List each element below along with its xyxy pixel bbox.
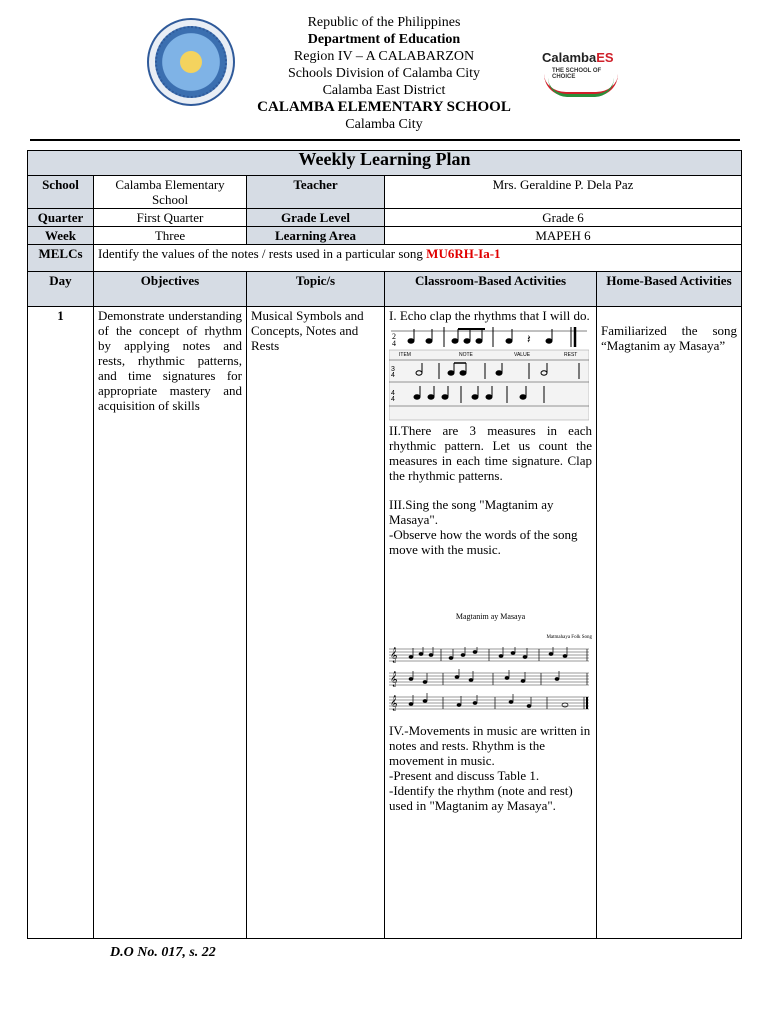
activity-sing-song: III.Sing the song "Magtanim ay Masaya". — [389, 497, 554, 527]
value-melcs — [94, 245, 742, 272]
svg-text:4: 4 — [391, 372, 395, 379]
school-name: CALAMBA ELEMENTARY SCHOOL — [257, 99, 511, 115]
svg-text:4: 4 — [392, 339, 396, 348]
activity-measures: II.There are 3 measures in each rhythmic pattern. Let us count the measures in each time signature. Clap the rhythmic patterns. — [389, 423, 592, 483]
cell-topics: Musical Symbols and Concepts, Notes and Rests — [247, 307, 385, 939]
city-line: Calamba City — [345, 117, 423, 132]
rhythm-header-note: NOTE — [459, 352, 473, 358]
melcs-text: Identify the values of the notes / rests used in a particular song — [98, 246, 423, 261]
division-line: Schools Division of Calamba City — [287, 66, 481, 81]
cell-home-activities: Familiarized the song “Magtanim ay Masaya” — [597, 307, 742, 939]
label-week: Week — [28, 227, 94, 245]
svg-text:𝄞: 𝄞 — [390, 695, 398, 710]
column-header-classroom: Classroom-Based Activities — [385, 272, 597, 307]
activity-echo-clap: I. Echo clap the rhythms that I will do. — [389, 308, 590, 323]
label-school: School — [28, 176, 94, 209]
activity-present-table: -Present and discuss Table 1. — [389, 768, 540, 783]
header-rule — [30, 139, 740, 141]
deped-order-footer: D.O No. 017, s. 22 — [110, 945, 216, 960]
plan-title: Weekly Learning Plan — [28, 151, 742, 176]
svg-text:2: 2 — [392, 332, 396, 341]
svg-text:𝄽: 𝄽 — [527, 332, 531, 346]
cell-objectives: Demonstrate understanding of the concept of rhythm by applying notes and rests, rhythmic patterns, and time signatures for appropriate mastery and acquisition of skills — [94, 307, 247, 939]
logo-text-es: ES — [596, 50, 614, 65]
letterhead — [0, 14, 768, 133]
logo-tagline: THE SCHOOL OF CHOICE — [552, 68, 602, 80]
song-origin: Matmahaya Folk Song — [546, 635, 592, 640]
value-learning-area: MAPEH 6 — [385, 227, 742, 245]
label-melcs: MELCs — [28, 245, 94, 272]
svg-text:4: 4 — [391, 390, 395, 397]
logo-text-calamba: Calamba — [542, 50, 597, 65]
label-quarter: Quarter — [28, 209, 94, 227]
activity-movements: IV.-Movements in music are written in notes and rests. Rhythm is the movement in music. — [389, 723, 591, 768]
region-line: Region IV – A CALABARZON — [293, 49, 475, 64]
rhythm-notation-figure — [389, 325, 589, 421]
district-line: Calamba East District — [322, 83, 446, 98]
value-week: Three — [94, 227, 247, 245]
column-header-objectives: Objectives — [94, 272, 247, 307]
cell-classroom-activities — [385, 307, 597, 939]
deped-seal-logo — [147, 18, 235, 106]
value-grade-level: Grade 6 — [385, 209, 742, 227]
rhythm-header-rest: REST — [564, 352, 578, 358]
svg-text:4: 4 — [391, 396, 395, 403]
value-teacher: Mrs. Geraldine P. Dela Paz — [385, 176, 742, 209]
cell-day: 1 — [28, 307, 94, 939]
rhythm-header-item: ITEM — [399, 352, 411, 358]
svg-text:𝄞: 𝄞 — [390, 671, 398, 686]
calamba-es-logo — [542, 44, 622, 96]
column-header-home: Home-Based Activities — [597, 272, 742, 307]
value-quarter: First Quarter — [94, 209, 247, 227]
svg-text:3: 3 — [391, 366, 395, 373]
column-header-topics: Topic/s — [247, 272, 385, 307]
activity-observe: -Observe how the words of the song move with the music. — [389, 527, 578, 557]
song-title: Magtanim ay Masaya — [455, 612, 526, 621]
weekly-learning-plan-table — [27, 150, 742, 939]
song-sheet-music-figure — [389, 647, 589, 721]
label-grade-level: Grade Level — [247, 209, 385, 227]
rhythm-header-value: VALUE — [514, 352, 531, 358]
column-header-day: Day — [28, 272, 94, 307]
svg-text:𝄞: 𝄞 — [390, 647, 398, 662]
republic-line: Republic of the Philippines — [307, 15, 461, 30]
value-school: Calamba Elementary School — [94, 176, 247, 209]
activity-identify-rhythm: -Identify the rhythm (note and rest) used in "Magtanim ay Masaya". — [389, 783, 573, 813]
department-line: Department of Education — [307, 32, 461, 47]
label-learning-area: Learning Area — [247, 227, 385, 245]
label-teacher: Teacher — [247, 176, 385, 209]
melcs-code: MU6RH-Ia-1 — [426, 246, 501, 261]
